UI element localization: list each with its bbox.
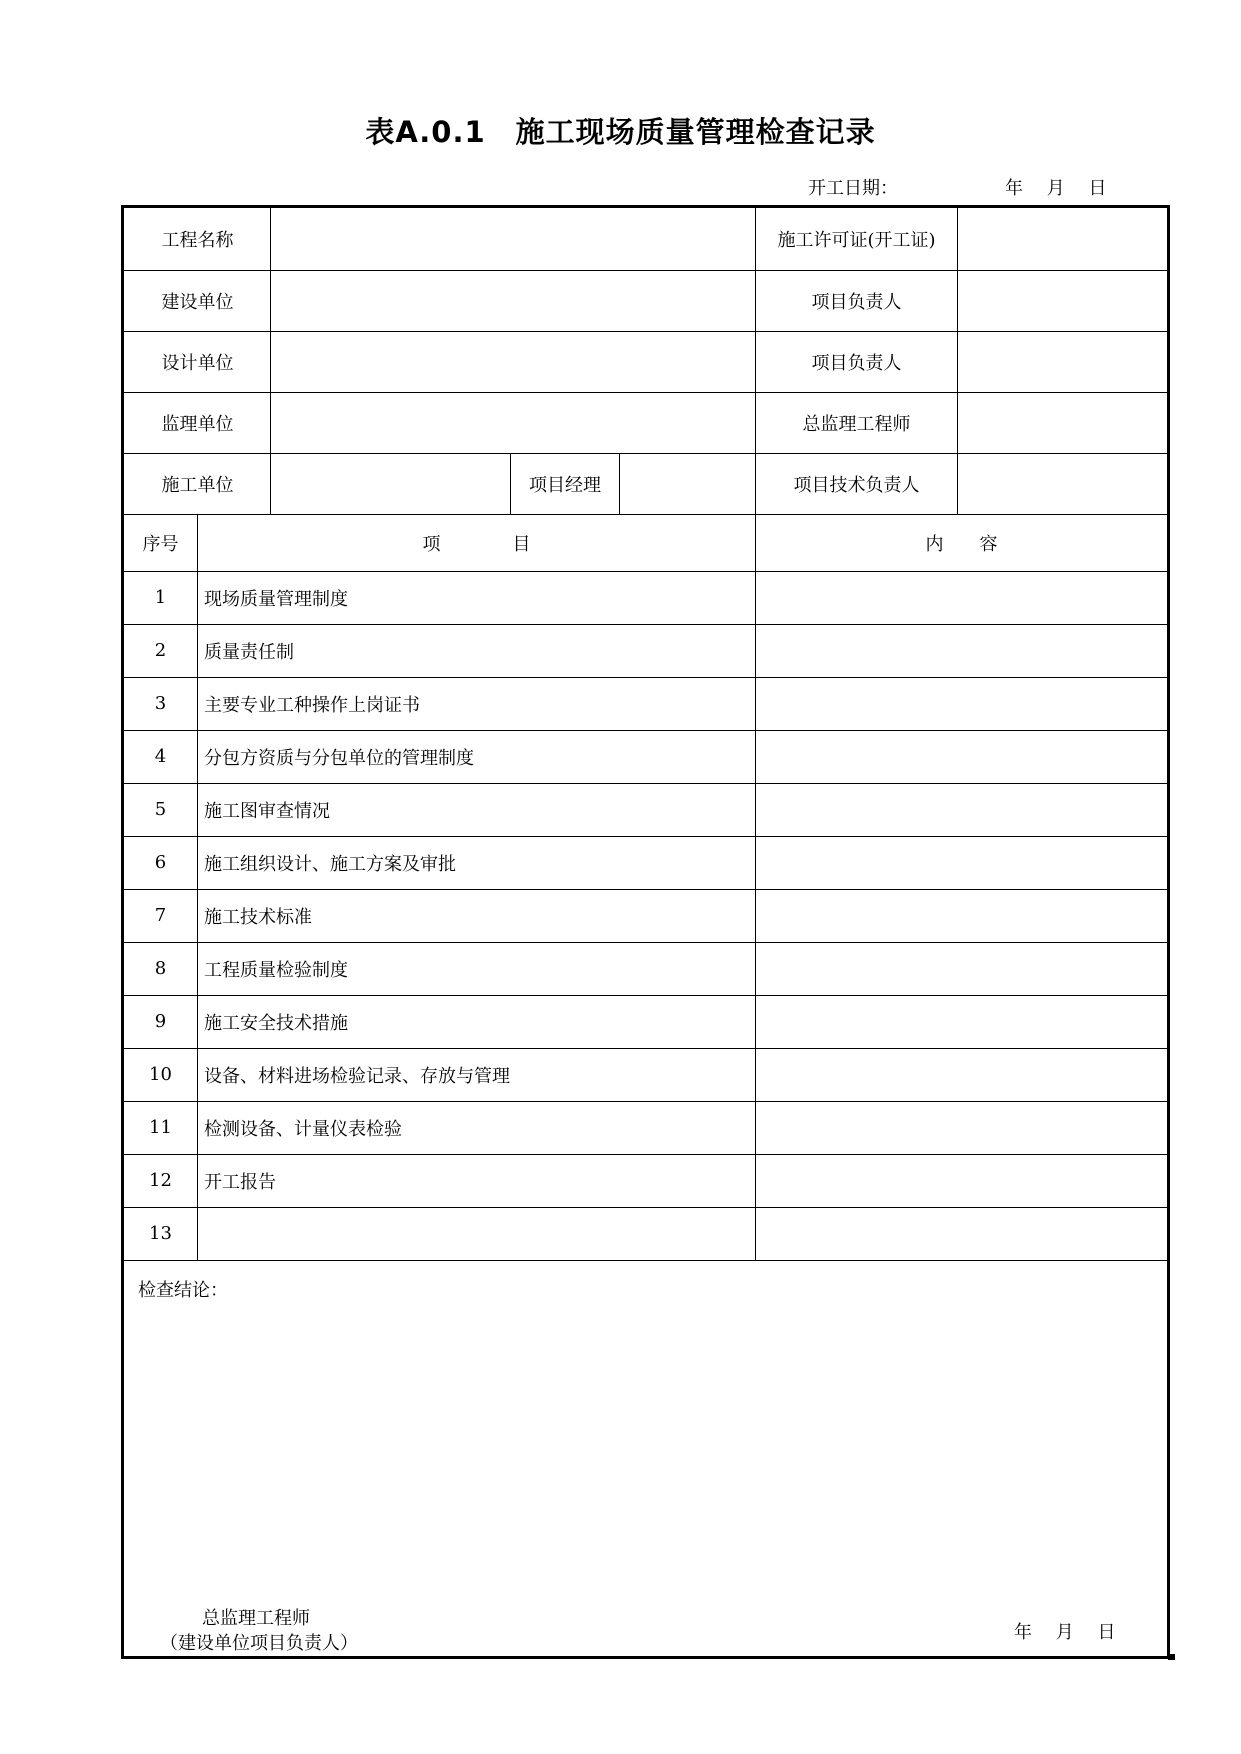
design-unit-field[interactable]: [271, 331, 755, 392]
page-title: 表A.0.1 施工现场质量管理检查记录: [365, 115, 876, 149]
start-date-ymd: 年 月 日: [1005, 178, 1107, 199]
row-item: 施工技术标准: [204, 906, 312, 928]
row-item: 现场质量管理制度: [204, 588, 348, 610]
construction-unit-field[interactable]: [271, 453, 510, 514]
inspection-record-form: [121, 205, 1170, 1659]
row-no: 12: [149, 1170, 172, 1191]
row-no: 4: [154, 746, 167, 767]
row-no: 10: [149, 1064, 172, 1085]
header-no: 序号: [142, 533, 179, 555]
supervision-unit-label: 监理单位: [161, 413, 234, 435]
technical-lead-label: 项目技术负责人: [793, 474, 920, 496]
row-item: 施工组织设计、施工方案及审批: [204, 853, 456, 875]
project-name-field[interactable]: [271, 208, 755, 270]
row-item: 设备、材料进场检验记录、存放与管理: [204, 1065, 510, 1087]
row-content-field[interactable]: [756, 1154, 1167, 1207]
header-item: 项 目: [422, 533, 531, 555]
conclusion-text-area[interactable]: [138, 1306, 1148, 1586]
row-no: 3: [154, 693, 167, 714]
row-no: 2: [154, 640, 167, 661]
row-content-field[interactable]: [756, 783, 1167, 836]
row-no: 11: [149, 1117, 172, 1138]
signer-title: 总监理工程师: [202, 1608, 310, 1629]
row-content-field[interactable]: [756, 571, 1167, 624]
row-item: 检测设备、计量仪表检验: [204, 1118, 402, 1140]
row-item: 工程质量检验制度: [204, 959, 348, 981]
row-item: 主要专业工种操作上岗证书: [204, 694, 420, 716]
row-content-field[interactable]: [756, 1048, 1167, 1101]
row-no: 9: [154, 1011, 167, 1032]
design-lead-label: 项目负责人: [811, 352, 902, 374]
design-lead-field[interactable]: [958, 331, 1167, 392]
project-manager-label: 项目经理: [529, 474, 601, 496]
start-date-label: 开工日期：: [808, 178, 898, 199]
permit-label: 施工许可证(开工证): [777, 230, 936, 251]
design-unit-label: 设计单位: [161, 352, 234, 374]
supervision-unit-field[interactable]: [271, 392, 755, 453]
owner-unit-label: 建设单位: [161, 291, 234, 313]
row-no: 6: [154, 852, 167, 873]
construction-unit-label: 施工单位: [161, 474, 234, 496]
technical-lead-field[interactable]: [958, 453, 1167, 514]
row-content-field[interactable]: [756, 836, 1167, 889]
row-item: 开工报告: [204, 1171, 276, 1193]
header-content: 内 容: [925, 533, 998, 555]
conclusion-label: 检查结论：: [138, 1280, 228, 1301]
row-content-field[interactable]: [756, 889, 1167, 942]
row-item: 施工安全技术措施: [204, 1012, 348, 1034]
row-content-field[interactable]: [756, 730, 1167, 783]
row-divider: [124, 1260, 1167, 1261]
signer-note: （建设单位项目负责人）: [160, 1633, 358, 1654]
chief-supervisor-label: 总监理工程师: [802, 413, 911, 435]
project-manager-field[interactable]: [620, 453, 755, 514]
project-name-label: 工程名称: [161, 230, 234, 251]
owner-lead-field[interactable]: [958, 270, 1167, 331]
row-content-field[interactable]: [756, 1101, 1167, 1154]
row-no: 8: [154, 958, 167, 979]
row-content-field[interactable]: [756, 624, 1167, 677]
owner-lead-label: 项目负责人: [811, 291, 902, 313]
permit-field[interactable]: [958, 208, 1167, 270]
row-content-field[interactable]: [756, 995, 1167, 1048]
row-item: 分包方资质与分包单位的管理制度: [204, 747, 474, 769]
row-item: 施工图审查情况: [204, 800, 330, 822]
signature-date: 年 月 日: [1014, 1622, 1116, 1643]
row-content-field[interactable]: [756, 1207, 1167, 1260]
row-content-field[interactable]: [756, 677, 1167, 730]
row-no: 7: [154, 905, 167, 926]
chief-supervisor-field[interactable]: [958, 392, 1167, 453]
row-no: 1: [154, 587, 167, 608]
row-item: 质量责任制: [204, 641, 294, 663]
row-content-field[interactable]: [756, 942, 1167, 995]
corner-mark: [1168, 1654, 1175, 1660]
row-no: 13: [149, 1223, 172, 1244]
row-item: [198, 1207, 755, 1260]
owner-unit-field[interactable]: [271, 270, 755, 331]
row-no: 5: [154, 799, 167, 820]
